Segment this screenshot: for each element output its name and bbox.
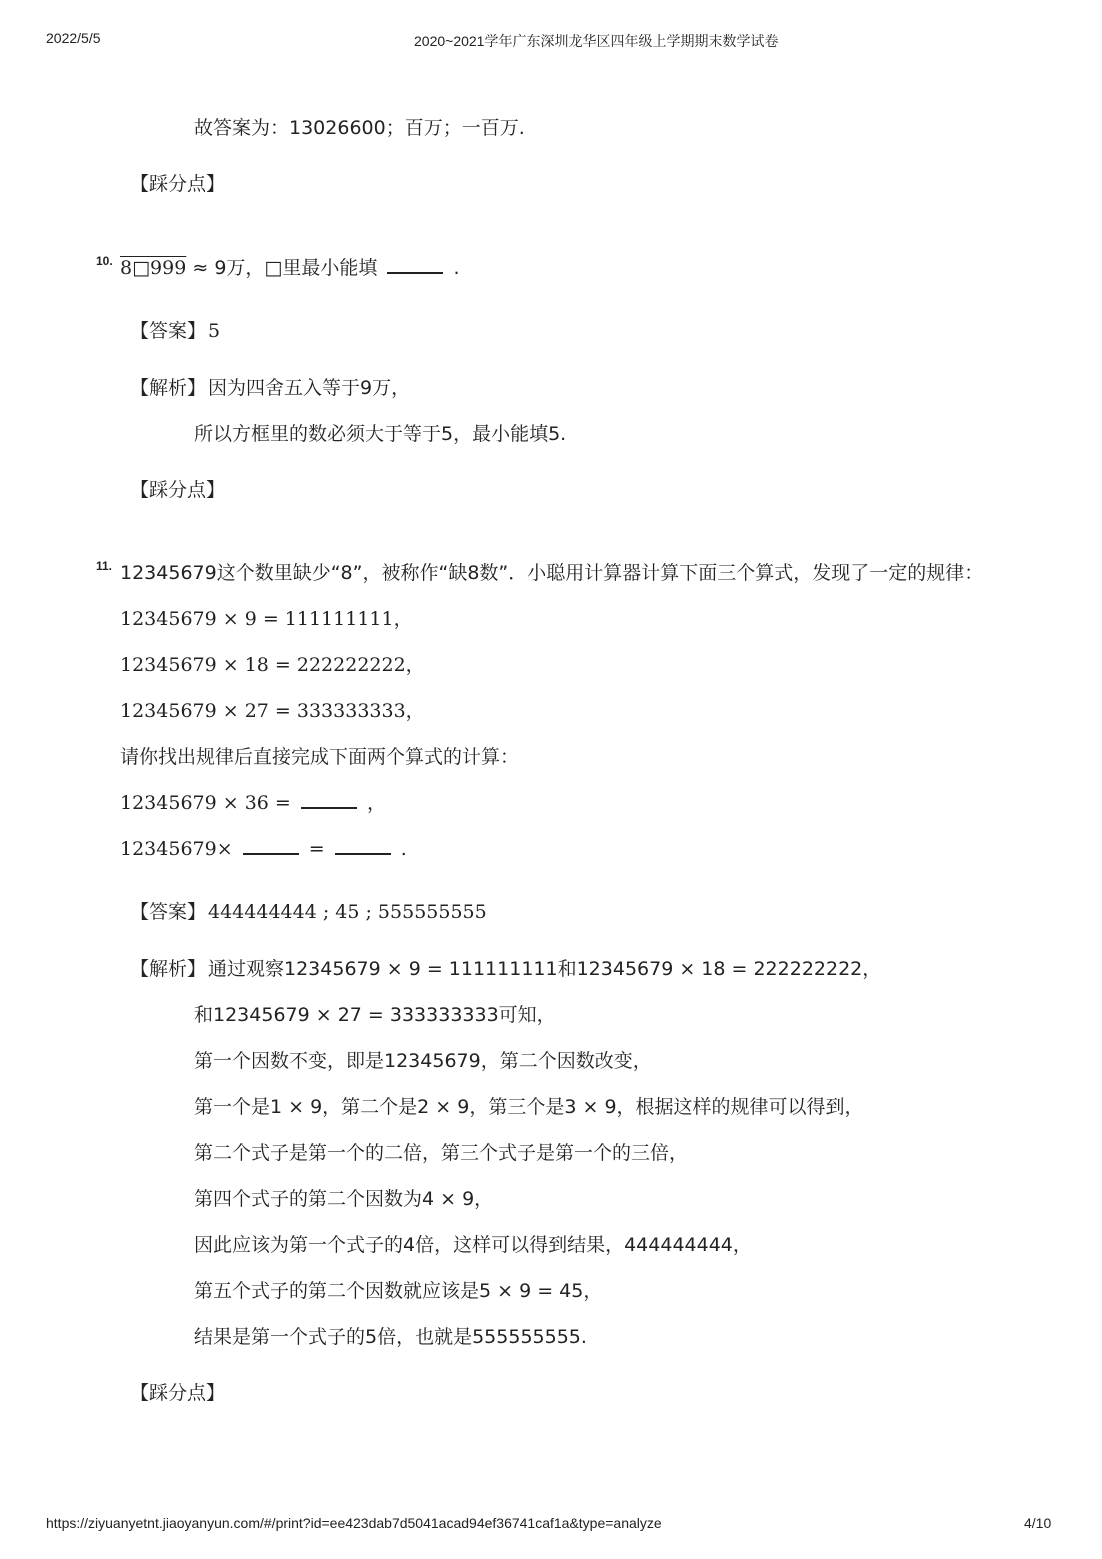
stem-line: 请你找出规律后直接完成下面两个算式的计算： bbox=[120, 746, 520, 768]
answer-blank[interactable] bbox=[387, 256, 443, 274]
analysis-label: 【解析】 bbox=[130, 377, 207, 399]
prev-points-label: 【踩分点】 bbox=[130, 173, 226, 195]
analysis-line: 第四个式子的第二个因数为4 × 9， bbox=[194, 1188, 494, 1210]
stem-end: . bbox=[453, 257, 460, 279]
analysis-line: 第二个式子是第一个的二倍，第三个式子是第一个的三倍， bbox=[194, 1142, 689, 1164]
prev-answer-line: 故答案为：13026600；百万；一百万. bbox=[194, 117, 525, 139]
stem-line: 12345679 × 9 = 111111111， bbox=[120, 608, 413, 630]
analysis-line: 通过观察12345679 × 9 = 111111111和12345679 × 18 = 222222222， bbox=[208, 958, 882, 980]
analysis-line: 第一个是1 × 9，第二个是2 × 9，第三个是3 × 9，根据这样的规律可以得到， bbox=[194, 1096, 864, 1118]
answer-label: 【答案】 bbox=[130, 901, 207, 923]
fill-line-1 bbox=[120, 791, 386, 815]
fill-text: 12345679× bbox=[120, 838, 233, 860]
analysis-line: 和12345679 × 27 = 333333333可知， bbox=[194, 1004, 556, 1026]
analysis-line: 第一个因数不变，即是12345679，第二个因数改变， bbox=[194, 1050, 652, 1072]
answer-blank-3[interactable] bbox=[335, 837, 391, 855]
fill-equals: = bbox=[308, 838, 325, 860]
analysis-line: 因此应该为第一个式子的4倍，这样可以得到结果，444444444， bbox=[194, 1234, 752, 1256]
answer-label: 【答案】 bbox=[130, 320, 207, 342]
points-label: 【踩分点】 bbox=[130, 479, 226, 501]
analysis-line: 所以方框里的数必须大于等于5，最小能填5. bbox=[194, 423, 567, 445]
document-title: 2020~2021学年广东深圳龙华区四年级上学期期末数学试卷 bbox=[414, 33, 779, 49]
answer-value: 5 bbox=[208, 320, 221, 342]
page-number: 4/10 bbox=[1024, 1515, 1052, 1531]
question-10-stem bbox=[120, 256, 460, 280]
analysis-line: 因为四舍五入等于9万， bbox=[208, 377, 411, 399]
answer-blank-1[interactable] bbox=[301, 791, 357, 809]
fill-punct: ， bbox=[366, 792, 386, 814]
points-label: 【踩分点】 bbox=[130, 1382, 226, 1404]
analysis-label: 【解析】 bbox=[130, 958, 207, 980]
fill-punct: . bbox=[400, 838, 407, 860]
analysis-line: 结果是第一个式子的5倍，也就是555555555. bbox=[194, 1326, 587, 1348]
source-url[interactable]: https://ziyuanyetnt.jiaoyanyun.com/#/print?id=ee423dab7d5041acad94ef36741caf1a&type=analyze bbox=[46, 1515, 662, 1531]
answer-blank-2[interactable] bbox=[243, 837, 299, 855]
fill-text: 12345679 × 36 = bbox=[120, 792, 291, 814]
stem-text: ≈ 9万，□里最小能填 bbox=[192, 257, 378, 279]
question-number: 10. bbox=[96, 254, 113, 268]
question-number: 11. bbox=[96, 559, 113, 573]
stem-line: 12345679 × 27 = 333333333， bbox=[120, 700, 425, 722]
print-date: 2022/5/5 bbox=[46, 30, 101, 46]
answer-value: 444444444 ; 45 ; 555555555 bbox=[208, 901, 487, 923]
analysis-line: 第五个式子的第二个因数就应该是5 × 9 = 45， bbox=[194, 1280, 603, 1302]
fill-line-2 bbox=[120, 837, 407, 861]
stem-line: 12345679 × 18 = 222222222， bbox=[120, 654, 425, 676]
overlined-number: 8□999 bbox=[120, 257, 187, 279]
stem-line: 12345679这个数里缺少“8”，被称作“缺8数”．小聪用计算器计算下面三个算式，发现了一定的规律： bbox=[120, 562, 984, 584]
